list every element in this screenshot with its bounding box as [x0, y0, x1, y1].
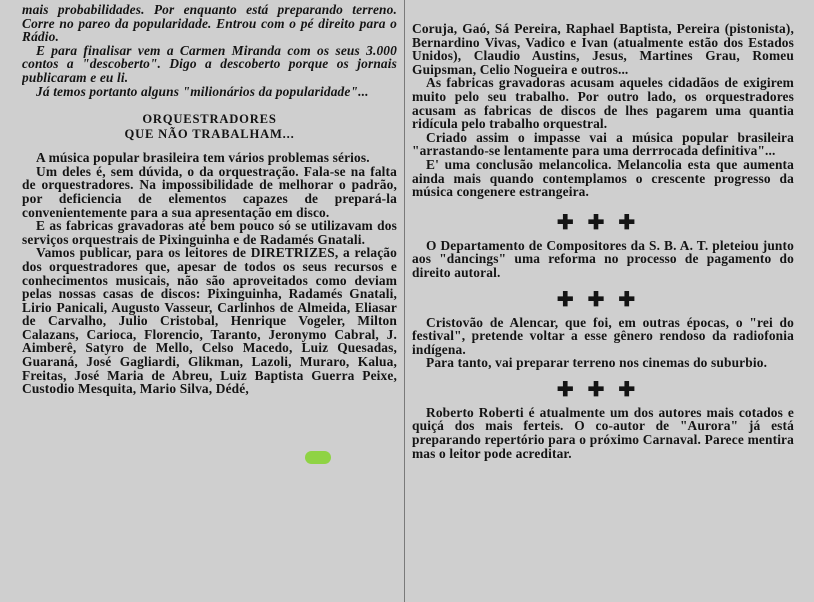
- body-paragraph-1: A música popular brasileira tem vários problemas sérios.: [36, 150, 370, 166]
- intro-paragraph-2: E para finalisar vem a Carmen Miranda com os seus 3.000 contos a "descoberto". Digo a descoberto porque os jornais publicaram e eu li.: [22, 42, 397, 85]
- right-paragraph-6: Cristovão de Alencar, que foi, em outras épocas, o "rei do festival", pretende voltar a esse gênero rendoso da radiofonia indígena.: [412, 314, 794, 357]
- right-paragraph-1: Coruja, Gaó, Sá Pereira, Raphael Baptista, Pereira (pistonista), Bernardino Vivas, Vadico e Ivan (atualmente estão dos Estados Unidos), Claudio Austins, Jesus, Martines Grau, Romeu Guipsman, Celio Nogueira e outros...: [412, 21, 794, 77]
- right-paragraph-7: Para tanto, vai preparar terreno nos cinemas do suburbio.: [426, 355, 768, 371]
- intro-paragraph-1: mais probabilidades. Por enquanto está preparando terreno. Corre no pareo da popularidade. Entrou com o pé direito para o Rádio.: [22, 2, 397, 45]
- intro-paragraph-3: Já temos portanto alguns "milionários da popularidade"...: [36, 83, 369, 99]
- section-separator-2: ✚✚✚: [556, 288, 650, 311]
- right-paragraph-4: E' uma conclusão melancolica. Melancolia esta que aumenta ainda mais quando contemplamos o crescente progresso da música congenere estrangeira.: [412, 156, 794, 200]
- right-paragraph-5: O Departamento de Compositores da S. B. A. T. pleteiou junto aos "dancings" uma reforma no processo de pagamento do direito autoral.: [412, 237, 794, 280]
- section-heading: [22, 112, 397, 141]
- left-column: [22, 0, 397, 602]
- right-paragraph-8: Roberto Roberti é atualmente um dos autores mais cotados e quiçá dos mais ferteis. O co-autor de "Aurora" já está preparando repertório para o próximo Carnaval. Parece mentira mas o leitor pode acreditar.: [412, 404, 794, 461]
- right-paragraph-2: As fabricas gravadoras acusam aqueles cidadãos de exigirem muito pelo seu trabalho. Por outro lado, os orquestradores acusam as fabricas de discos de lhes pagarem uma quantia ridícula pelo trabalho orquestral.: [412, 75, 794, 132]
- section-separator-3: ✚✚✚: [556, 378, 650, 401]
- right-column: [412, 0, 794, 602]
- section-heading-line-1: ORQUESTRADORES: [142, 112, 277, 127]
- column-divider: [404, 0, 405, 602]
- body-paragraph-2: Um deles é, sem dúvida, o da orquestração. Fala-se na falta de orquestradores. Na impossibilidade de melhorar o padrão, por deficiencia de elementos capazes de prepará-la convenientemente para a sua apresentação em disco.: [22, 163, 397, 220]
- highlight-mark: [305, 451, 331, 464]
- right-paragraph-3: Criado assim o impasse vai a música popular brasileira "arrastando-se lentamente para uma derrrocada definitiva"...: [412, 129, 794, 159]
- section-separator-1: ✚✚✚: [556, 211, 650, 234]
- body-paragraph-3: E as fabricas gravadoras até bem pouco só se utilizavam dos serviços orquestrais de Pixinguinha e de Radamés Gnatali.: [22, 218, 397, 247]
- section-heading-line-2: QUE NÃO TRABALHAM...: [124, 126, 295, 141]
- body-paragraph-4: Vamos publicar, para os leitores de DIRETRIZES, a relação dos orquestradores que, apesar de todos os seus recursos e conhecimentos musicais, não são aproveitados como deviam pelas nossas casas de discos: Pixinguinha, Radamés Gnatali, Lirio Panicali, Augusto Vasseur, Carlinhos de Almeida, Eliasar de Carvalho, Julio Cristobal, Henrique Vogeler, Milton Calazans, Carioca, Florencio, Taranto, Jeronymo Cabral, J. Aimberê, Satyro de Mello, Celso Macedo, Luiz Quesadas, Guaraná, José Gagliardi, Glikman, Lazoli, Muraro, Kalua, Freitas, José Maria de Abreu, Luiz Baptista Guerra Peixe, Custodio Mesquita, Mario Silva, Dédé,: [22, 245, 397, 397]
